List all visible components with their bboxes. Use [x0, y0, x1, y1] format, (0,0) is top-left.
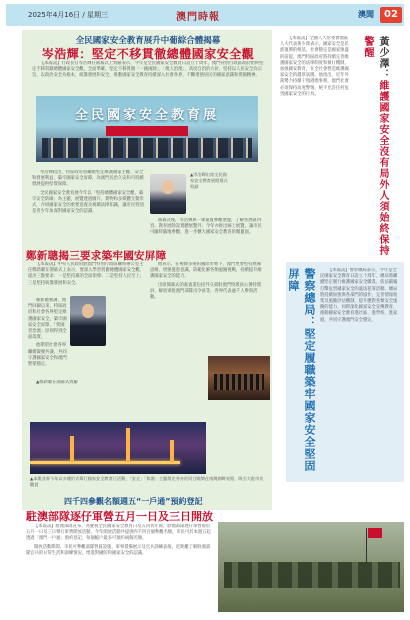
bottom-headline: 駐澳部隊逐仔軍營五月一日及三日開放 [26, 510, 213, 523]
lead-body-col1: 岑浩輝指出，特區政府將繼續堅定維護國家主權、安全和發展利益，築牢國家安全屏障，為澳門長治久安和可持續發展提供堅實保障。 全民國家安全教育展今年以「堅持總體國家安全觀，築牢安全防線」為主題，展覽透過圖片、實物和多媒體互動形式，介紹國家安全的重要意義及相關法律知識，讓市民特別是青少年加深對國家安全的認識。 [32, 170, 144, 215]
official-portrait [70, 296, 106, 346]
bottom-kicker: 四千四參觀名額週五“一戶通”預約登記 [64, 497, 203, 506]
lead-article [22, 30, 272, 510]
sidebar-2-headline: 警察總局：堅定履職築牢國家安全堅固屏障 [287, 268, 316, 472]
night-bridge-photo [30, 422, 206, 474]
newspaper-logo: 澳門時報 [176, 12, 220, 23]
sidebar-article-1 [280, 30, 398, 260]
lead-headline: 岑浩輝：堅定不移貫徹總體國家安全觀 [41, 47, 255, 61]
speaker-portrait [150, 174, 186, 214]
bottom-body: 【本報訊】駐澳部隊宣布，為慶祝全民國家安全教育日及五四青年節，駐澳部隊逐仔軍營將於五月一日及三日舉行軍營開放活動。今年開放活動共提供四千四百個參觀名額，市民可於本週五起透過「澳門一戶通」預約登記，每個帳戶最多可預約兩個名額。 開放活動期間，市民可參觀部隊營區設施、軍事裝備展示及官兵訓練表演，近距離了解駐澳部隊官兵的日常生活和訓練情況，增進對國防和國家安全的認識。 [26, 524, 211, 556]
sidebar-1-text: 【本報訊】全國人大常委會澳區人大代表黃少澤表示，國家安全是民族復興的根基，社會穩定是國家強盛的前提。澳門特區政府將持續完善維護國家安全的法律制度和執行機制，加強國安教育，在全社會營造維護國家安全的濃厚氛圍。他指出，近年外部勢力持續干預港澳事務，澳門社會必須保持高度警惕，絕不允許任何危害國家安全的行為。 [280, 36, 349, 97]
sidebar-2-text: 【本報訊】警察總局表示，今年是全民國家安全教育日設立十周年，總局將繼續堅定履行維護國家安全職責，依法嚴厲打擊危害國家安全的違法犯罪活動。總局將持續加強與各部門的協作，完善情報收集及風險評估機制，提升應對各類安全風險的能力，同時深化國家安全宣傳教育，推動國家安全教育進社區、進學校、進家庭，共同守護澳門安全穩定。 [320, 268, 398, 323]
speaker-caption: ▲岑浩輝出席全民國家安全教育展開幕式致辭 [190, 172, 228, 189]
second-body-col2: 他表示，在複雜多變的國際形勢下，澳門更要堅持底線思維，增強憂患意識，防範化解各類風險挑戰，持續提升維護國家安全的能力。 出席開幕式的嘉賓還包括外交部駐澳門特派員公署特派員、解放軍駐澳門部隊司令員等，各界代表逾千人參與活動。 [150, 262, 262, 301]
page-number: 02 [380, 7, 402, 23]
section-name: 澳聞 [358, 10, 374, 19]
lead-intro-text: 【本報訊】行政長官岑浩輝在開幕式上致辭表示，今年是全民國家安全教育日設立十周年，澳門特別行政區政府始終堅定不移貫徹總體國家安全觀，全面準確、堅定不移貫徹「一國兩制」、「澳人治澳」、高度自治的方針，堅持以人民安全為宗旨，以政治安全為根本，統籌發展和安全，推動國家安全教育持續深入社會各界，不斷增強居民的國家意識和愛國精神。 [32, 61, 264, 79]
page-header [6, 4, 404, 26]
exhibition-opening-photo [36, 96, 258, 162]
banner-date-strip [106, 126, 188, 136]
exhibition-banner: 全民國家安全教育展 [74, 108, 219, 123]
second-caption: ▲鄭新聰在開幕式致辭 [36, 380, 78, 385]
troops-training-photo [218, 522, 404, 612]
photo-caption: ▲本澳各界今年以多種形式舉行國家安全教育日活動，「安全」「和諧」主題燈光秀亦於同日晚間在南灣湖畔亮燈，吸引大批市民觀賞 [30, 476, 264, 487]
second-headline: 鄭新聰揭三要求築牢國安屏障 [26, 250, 167, 262]
sidebar-1-headline: 黃少澤：維護國家安全沒有局外人須始終保持警醒 [362, 36, 388, 256]
second-intro: 【本報訊】中央人民政府駐澳門特別行政區聯絡辦公室主任鄭新聰在開幕式上表示，要深入學習貫徹總體國家安全觀，提出三點要求：一是堅持黨的全面領導；二是堅持人民至上；三是堅持統籌發展和安全。 [28, 262, 145, 286]
sidebar-article-2 [286, 262, 404, 482]
flag-icon [368, 528, 382, 538]
issue-date: 2025年4月16日 / 星期三 [28, 11, 108, 19]
venue-photo [208, 356, 270, 400]
bottom-article [6, 488, 404, 616]
lead-kicker: 全民國家安全教育展升中葡綜合體揭幕 [75, 36, 221, 46]
second-body-col1: 鄭新聰強調，澳門回歸以來，特區政府和社會各界堅定維護國家安全，築牢國家安全屏障，「愛國者治澳」原則得到全面落實。 他期望社會各界繼續凝聚共識，共同守護國家安全和澳門繁榮穩定。 [28, 298, 67, 368]
guests-on-stage [42, 138, 252, 158]
lead-body-col2: 開幕式後，岑浩輝與一眾嘉賓參觀展覽，了解各展區內容。教育展除設實體展覽外，今年亦推出線上展覽，讓市民可隨時隨地參觀，進一步擴大國家安全教育的覆蓋面。 [150, 218, 262, 236]
